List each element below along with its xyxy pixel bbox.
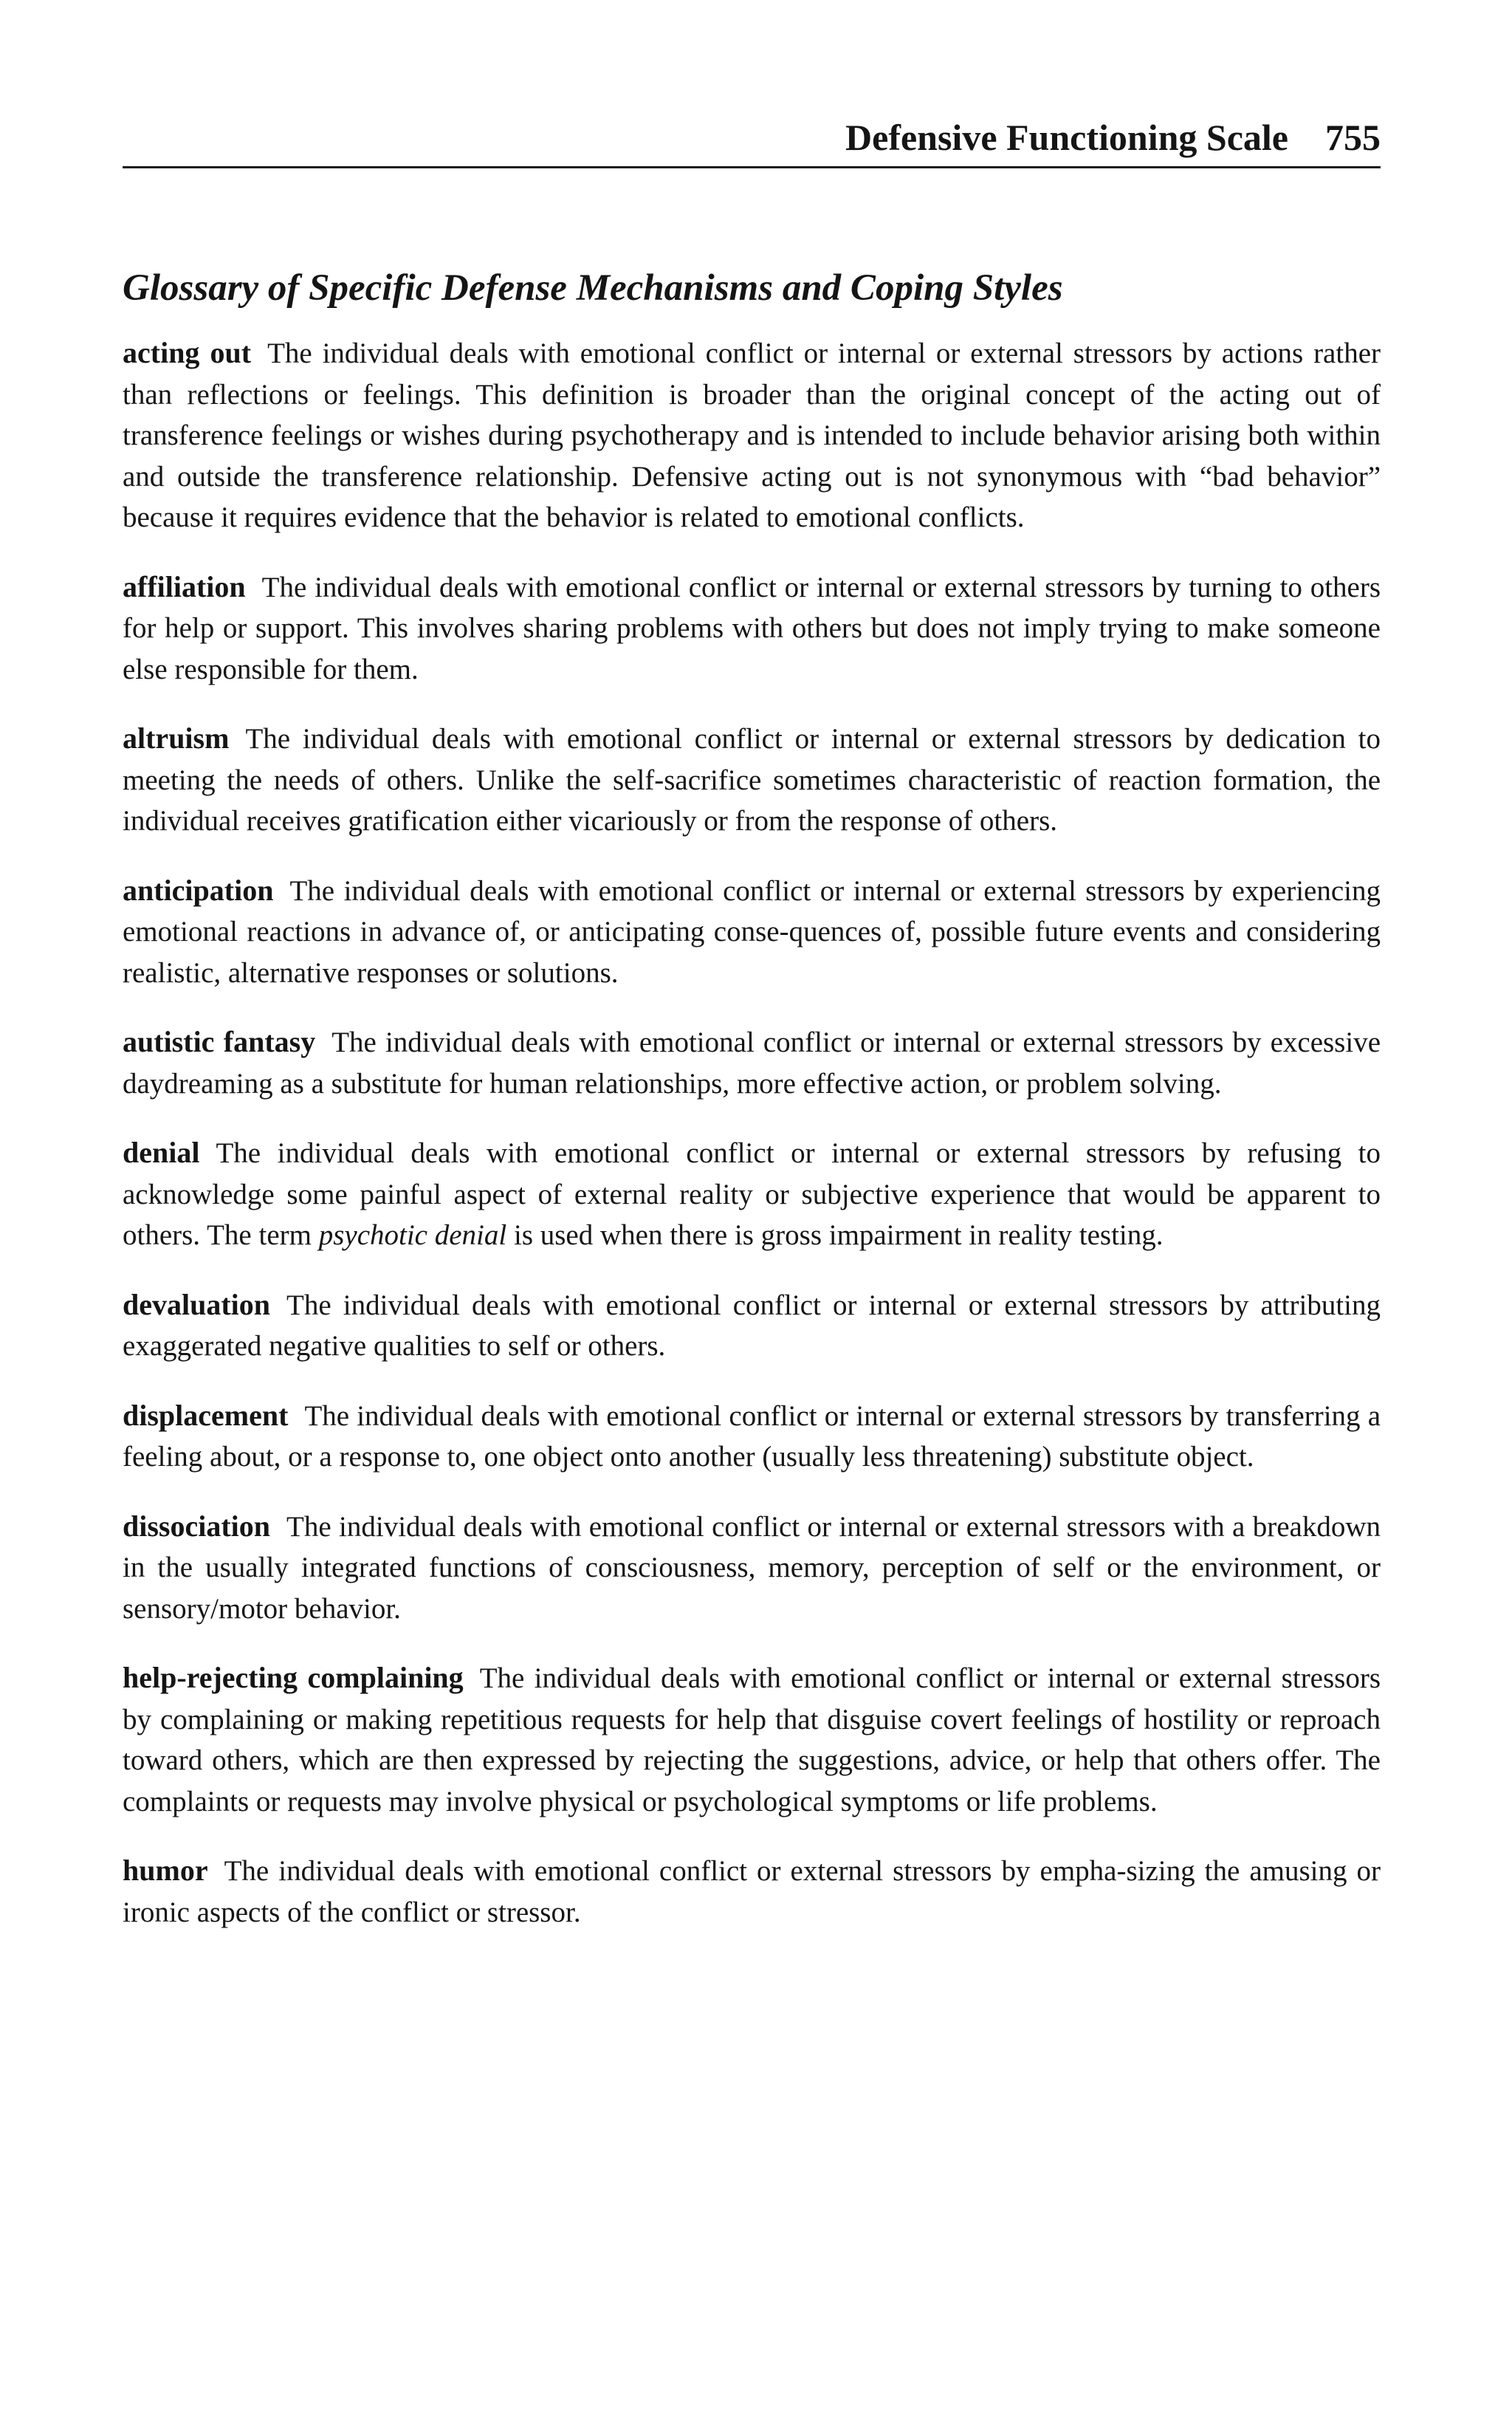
entry-definition	[123, 1137, 1381, 1251]
entry-term: denial	[123, 1136, 200, 1169]
glossary-title: Glossary of Specific Defense Mechanisms and Coping Styles	[123, 267, 1063, 309]
glossary-entry-help-rejecting-complaining	[123, 1657, 1381, 1822]
glossary-entries	[123, 332, 1381, 1961]
glossary-entry-denial	[123, 1132, 1381, 1256]
entry-definition: The individual deals with emotional conflict or internal or external stressors by turning to others for help or support. This involves sharing problems with others but does not imply trying to make someone else responsible for them.	[123, 571, 1381, 685]
glossary-entry-autistic-fantasy	[123, 1021, 1381, 1104]
definition-text-before: The individual deals with emotional conflict or internal or external stressors by refusing to acknowledge some painful aspect of external reality or subjective experience that would be apparent to others. The term	[123, 1137, 1381, 1251]
glossary-entry-altruism	[123, 718, 1381, 842]
entry-definition: The individual deals with emotional conflict or internal or external stressors by complaining or making repetitious requests for help that disguise covert feelings of hostility or reproach toward others, which are then expressed by rejecting the suggestions, advice, or help that others offer. The complaints or requests may involve physical or psychological symptoms or life problems.	[123, 1662, 1381, 1817]
running-head	[123, 117, 1381, 168]
entry-term: autistic fantasy	[123, 1025, 316, 1058]
entry-term: anticipation	[123, 873, 274, 907]
definition-italic-term: psychotic denial	[318, 1219, 507, 1251]
entry-term: humor	[123, 1854, 208, 1887]
running-head-title: Defensive Functioning Scale	[845, 117, 1288, 158]
entry-term: devaluation	[123, 1287, 271, 1321]
entry-term: help-rejecting complaining	[123, 1661, 464, 1694]
glossary-entry-displacement	[123, 1395, 1381, 1478]
entry-definition: The individual deals with emotional conflict or internal or external stressors with a breakdown in the usually integrated functions of consciousness, memory, perception of self or the environment, or sensory/motor behavior.	[123, 1510, 1381, 1625]
entry-term: dissociation	[123, 1509, 271, 1543]
entry-term: displacement	[123, 1398, 289, 1432]
page-number: 755	[1325, 117, 1381, 158]
entry-term: affiliation	[123, 569, 246, 603]
glossary-entry-anticipation	[123, 870, 1381, 994]
entry-term: altruism	[123, 722, 230, 755]
entry-definition: The individual deals with emotional conflict or internal or external stressors by actions rather than reflections or feelings. This definition is broader than the original concept of the acting out of transference feelings or wishes during psychotherapy and is intended to include behavior arising both within and outside the transference relationship. Defensive acting out is not synonymous with “bad behavior” because it requires evidence that the behavior is related to emotional conflicts.	[123, 337, 1381, 533]
book-page	[123, 0, 1381, 2409]
glossary-entry-devaluation	[123, 1284, 1381, 1367]
entry-definition: The individual deals with emotional conflict or external stressors by empha-sizing the amusing or ironic aspects of the conflict or stressor.	[123, 1855, 1381, 1928]
entry-term: acting out	[123, 336, 252, 369]
glossary-entry-humor	[123, 1850, 1381, 1933]
entry-definition: The individual deals with emotional conflict or internal or external stressors by excessive daydreaming as a substitute for human relationships, more effective action, or problem solving.	[123, 1027, 1381, 1100]
entry-definition: The individual deals with emotional conflict or internal or external stressors by transferring a feeling about, or a response to, one object onto another (usually less threatening) substitute object.	[123, 1399, 1381, 1473]
entry-definition: The individual deals with emotional conflict or internal or external stressors by attributing exaggerated negative qualities to self or others.	[123, 1289, 1381, 1362]
glossary-entry-affiliation	[123, 566, 1381, 691]
glossary-entry-dissociation	[123, 1506, 1381, 1630]
entry-definition: The individual deals with emotional conflict or internal or external stressors by dedication to meeting the needs of others. Unlike the self-sacrifice sometimes characteristic of reaction formation, the individual receives gratification either vicariously or from the response of others.	[123, 723, 1381, 837]
glossary-entry-acting-out	[123, 332, 1381, 538]
definition-text-after: is used when there is gross impairment in reality testing.	[506, 1219, 1164, 1251]
entry-definition: The individual deals with emotional conflict or internal or external stressors by experiencing emotional reactions in advance of, or anticipating conse-quences of, possible future events and considering realistic, alternative responses or solutions.	[123, 874, 1381, 989]
